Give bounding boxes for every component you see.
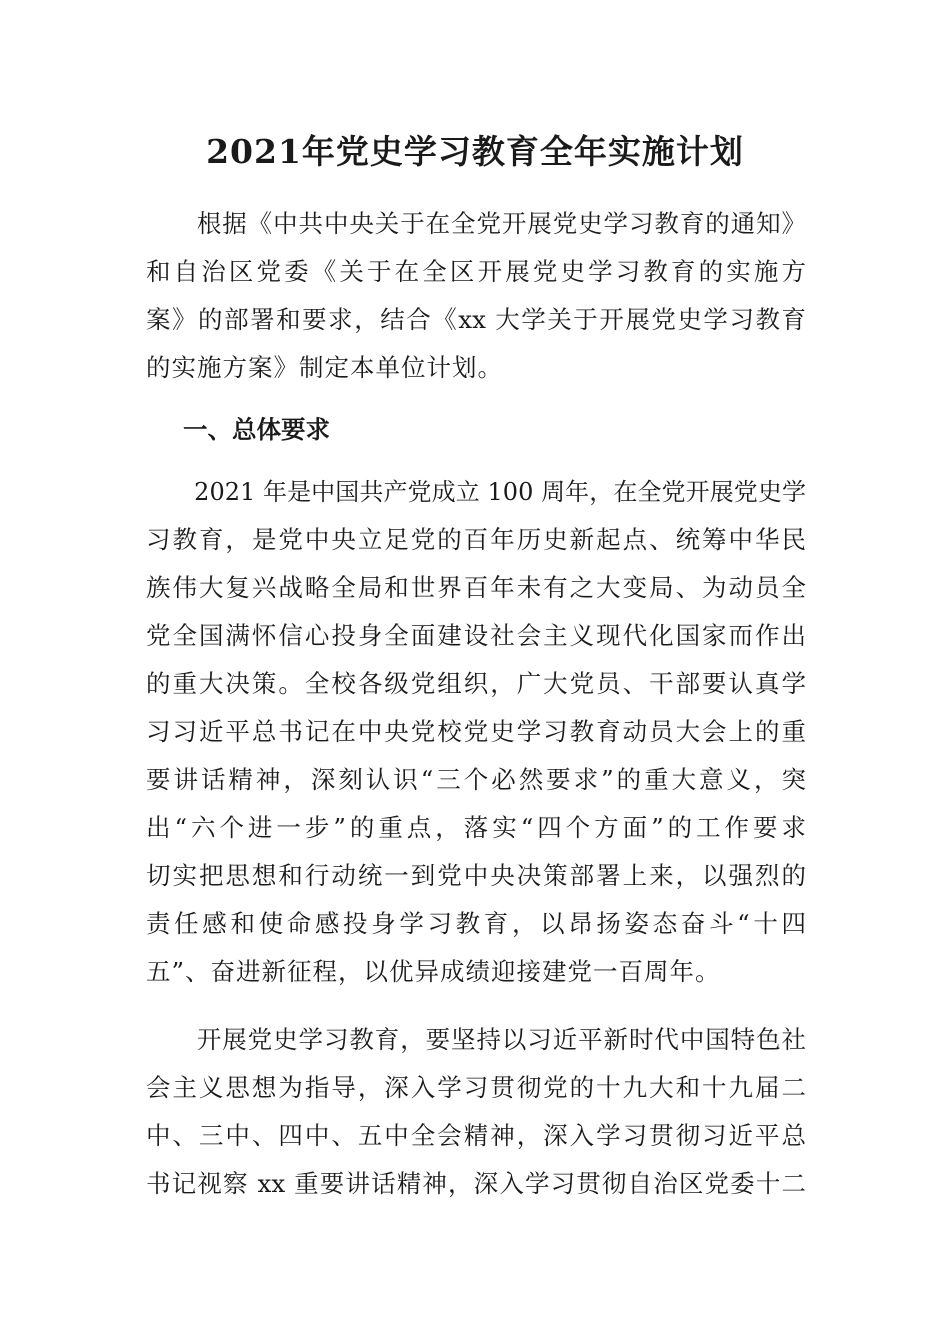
- para1-line-3: 族伟大复兴战略全局和世界百年未有之大变局、为动员全: [146, 573, 806, 602]
- para1-line-5: 的重大决策。全校各级党组织，广大党员、干部要认真学: [146, 669, 806, 698]
- para2-line-3: 中、三中、四中、五中全会精神，深入学习贯彻习近平总: [146, 1121, 806, 1150]
- para1-line-1: 2021 年是中国共产党成立 100 周年，在全党开展党史学: [146, 478, 806, 506]
- intro-line-4: 的实施方案》制定本单位计划。: [146, 353, 503, 382]
- para1-line-7: 要讲话精神，深刻认识“三个必然要求”的重大意义，突: [146, 765, 806, 794]
- para1-line-11: 五”、奋进新征程，以优异成绩迎接建党一百周年。: [146, 957, 721, 986]
- para1-line-6: 习习近平总书记在中央党校党史学习教育动员大会上的重: [146, 717, 806, 746]
- para2-line-4: 书记视察 xx 重要讲话精神，深入学习贯彻自治区党委十二: [146, 1169, 806, 1198]
- document-title: 2021年党史学习教育全年实施计划: [206, 132, 744, 171]
- para2-line-1: 开展党史学习教育，要坚持以习近平新时代中国特色社: [146, 1025, 806, 1054]
- intro-line-1: 根据《中共中央关于在全党开展党史学习教育的通知》: [146, 209, 806, 238]
- para1-line-8: 出“六个进一步”的重点，落实“四个方面”的工作要求: [146, 813, 806, 842]
- para2-line-2: 会主义思想为指导，深入学习贯彻党的十九大和十九届二: [146, 1073, 806, 1102]
- section-heading: 一、总体要求: [183, 415, 330, 444]
- intro-line-2: 和自治区党委《关于在全区开展党史学习教育的实施方: [146, 257, 806, 286]
- para1-line-10: 责任感和使命感投身学习教育，以昂扬姿态奋斗“十四: [146, 909, 806, 938]
- para1-line-2: 习教育，是党中央立足党的百年历史新起点、统筹中华民: [146, 525, 806, 554]
- para1-line-9: 切实把思想和行动统一到党中央决策部署上来，以强烈的: [146, 861, 806, 890]
- intro-line-3: 案》的部署和要求，结合《xx 大学关于开展党史学习教育: [146, 305, 806, 334]
- para1-line-4: 党全国满怀信心投身全面建设社会主义现代化国家而作出: [146, 621, 806, 650]
